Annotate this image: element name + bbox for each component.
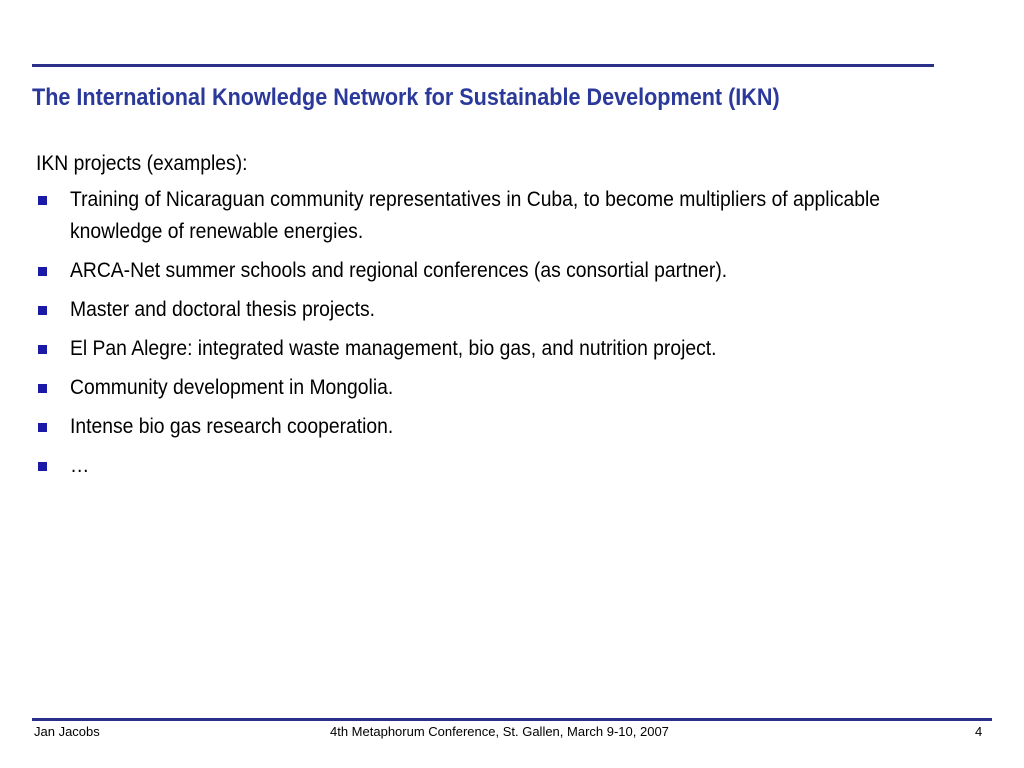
intro-text: IKN projects (examples): (36, 152, 248, 175)
footer-event: 4th Metaphorum Conference, St. Gallen, March 9-10, 2007 (330, 724, 669, 739)
bullet-text: El Pan Alegre: integrated waste management, bio gas, and nutrition project. (70, 337, 717, 360)
title-divider (32, 64, 934, 67)
bullet-item (36, 184, 976, 248)
bullet-text: … (70, 454, 90, 477)
bullet-item (36, 411, 976, 443)
square-bullet-icon (38, 196, 47, 205)
square-bullet-icon (38, 306, 47, 315)
footer-author: Jan Jacobs (34, 724, 100, 739)
bullet-item (36, 450, 976, 482)
square-bullet-icon (38, 462, 47, 471)
bullet-list (36, 184, 976, 482)
bullet-text: Community development in Mongolia. (70, 376, 394, 399)
bullet-text: ARCA-Net summer schools and regional conferences (as consortial partner). (70, 259, 728, 282)
bullet-item (36, 294, 976, 326)
bullet-text: Training of Nicaraguan community representatives in Cuba, to become multipliers of applicable knowledge of renewable energies. (70, 188, 881, 243)
slide-title: The International Knowledge Network for Sustainable Development (IKN) (32, 84, 780, 111)
bullet-item (36, 255, 976, 287)
footer-divider (32, 718, 992, 721)
bullet-text: Master and doctoral thesis projects. (70, 298, 375, 321)
square-bullet-icon (38, 423, 47, 432)
square-bullet-icon (38, 267, 47, 276)
page-number: 4 (975, 724, 983, 739)
square-bullet-icon (38, 384, 47, 393)
slide-body (36, 148, 976, 489)
bullet-item (36, 372, 976, 404)
bullet-text: Intense bio gas research cooperation. (70, 415, 394, 438)
square-bullet-icon (38, 345, 47, 354)
bullet-item (36, 333, 976, 365)
